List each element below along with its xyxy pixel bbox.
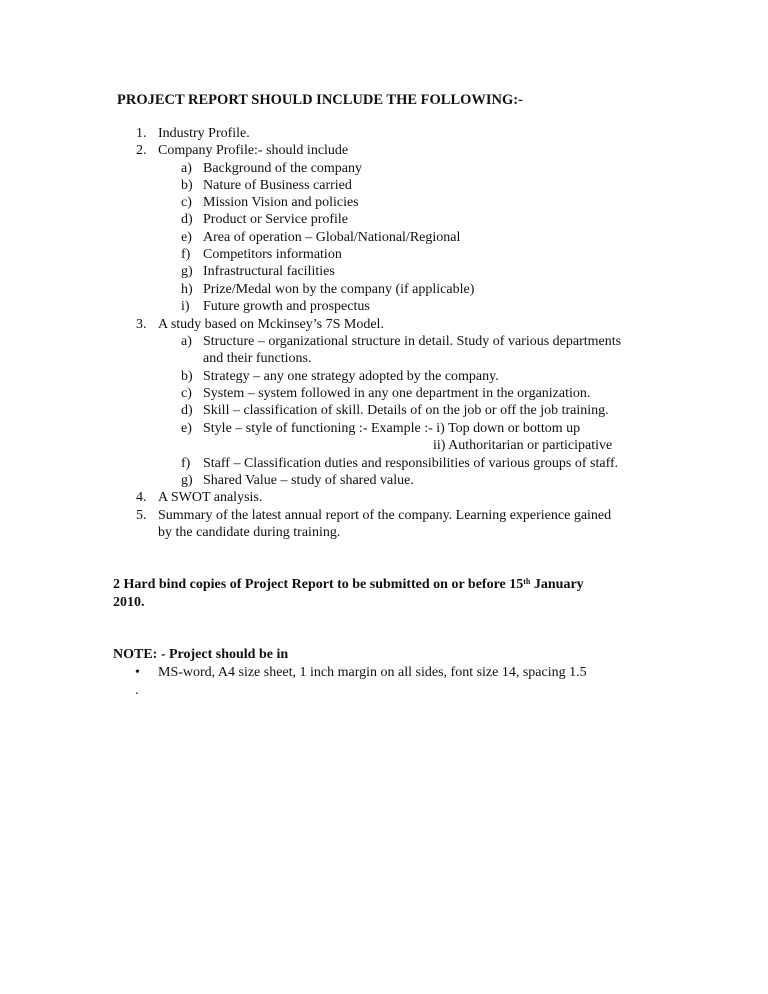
- sub-item-letter: i): [181, 299, 190, 314]
- sub-item: Prize/Medal won by the company (if applicable): [203, 282, 475, 297]
- sub-item-letter: d): [181, 212, 193, 227]
- sub-item: Infrastructural facilities: [203, 264, 335, 279]
- list-item: Industry Profile.: [158, 126, 250, 141]
- submission-line: [113, 576, 584, 593]
- sub-item-letter: b): [181, 178, 193, 193]
- item-number: 3.: [136, 317, 147, 332]
- sub-item: Structure – organizational structure in detail. Study of various departments: [203, 334, 622, 349]
- page-title: PROJECT REPORT SHOULD INCLUDE THE FOLLOWING:-: [117, 92, 523, 108]
- sub-item-letter: e): [181, 230, 192, 245]
- sub-item-letter: d): [181, 403, 193, 418]
- submission-year: 2010.: [113, 595, 145, 610]
- sub-item: Future growth and prospectus: [203, 299, 370, 314]
- sub-item: Product or Service profile: [203, 212, 349, 227]
- sub-item: Competitors information: [203, 247, 342, 262]
- list-item: Company Profile:- should include: [158, 143, 349, 158]
- submission-text: 2 Hard bind copies of Project Report to be submitted on or before 15: [113, 577, 524, 592]
- ordinal-suffix: th: [523, 577, 531, 586]
- sub-item: Shared Value – study of shared value.: [203, 473, 414, 488]
- sub-item: Background of the company: [203, 161, 363, 176]
- list-item: A study based on Mckinsey’s 7S Model.: [158, 317, 384, 332]
- sub-item-letter: g): [181, 473, 193, 488]
- sub-item-letter: b): [181, 369, 193, 384]
- sub-item-letter: f): [181, 456, 191, 471]
- item-number: 5.: [136, 508, 147, 523]
- sub-item: Strategy – any one strategy adopted by the company.: [203, 369, 499, 384]
- sub-item-letter: c): [181, 195, 192, 210]
- sub-item-continuation: ii) Authoritarian or participative: [433, 438, 613, 453]
- sub-item-letter: e): [181, 421, 192, 436]
- item-number: 2.: [136, 143, 147, 158]
- sub-item: Staff – Classification duties and responsibilities of various groups of staff.: [203, 456, 619, 471]
- sub-item: Skill – classification of skill. Details of on the job or off the job training.: [203, 403, 609, 418]
- item-number: 1.: [136, 126, 147, 141]
- sub-item-letter: g): [181, 264, 193, 279]
- sub-item-letter: c): [181, 386, 192, 401]
- item-number: 4.: [136, 490, 147, 505]
- list-item: A SWOT analysis.: [158, 490, 263, 505]
- trailing-period: .: [135, 683, 139, 698]
- note-heading: NOTE: - Project should be in: [113, 647, 289, 662]
- sub-item: Area of operation – Global/National/Regional: [203, 230, 461, 245]
- list-item: Summary of the latest annual report of the company. Learning experience gained: [158, 508, 612, 523]
- bullet-icon: •: [135, 665, 140, 680]
- note-bullet-item: MS-word, A4 size sheet, 1 inch margin on all sides, font size 14, spacing 1.5: [158, 665, 587, 680]
- sub-item-letter: f): [181, 247, 191, 262]
- sub-item: System – system followed in any one department in the organization.: [203, 386, 591, 401]
- sub-item-letter: a): [181, 334, 192, 349]
- sub-item: Nature of Business carried: [203, 178, 352, 193]
- sub-item-letter: h): [181, 282, 193, 297]
- sub-item: Style – style of functioning :- Example :- i) Top down or bottom up: [203, 421, 581, 436]
- sub-item-letter: a): [181, 161, 192, 176]
- sub-item: Mission Vision and policies: [203, 195, 359, 210]
- sub-item-continuation: and their functions.: [203, 351, 312, 366]
- list-item-continuation: by the candidate during training.: [158, 525, 341, 540]
- submission-month: January: [530, 577, 584, 592]
